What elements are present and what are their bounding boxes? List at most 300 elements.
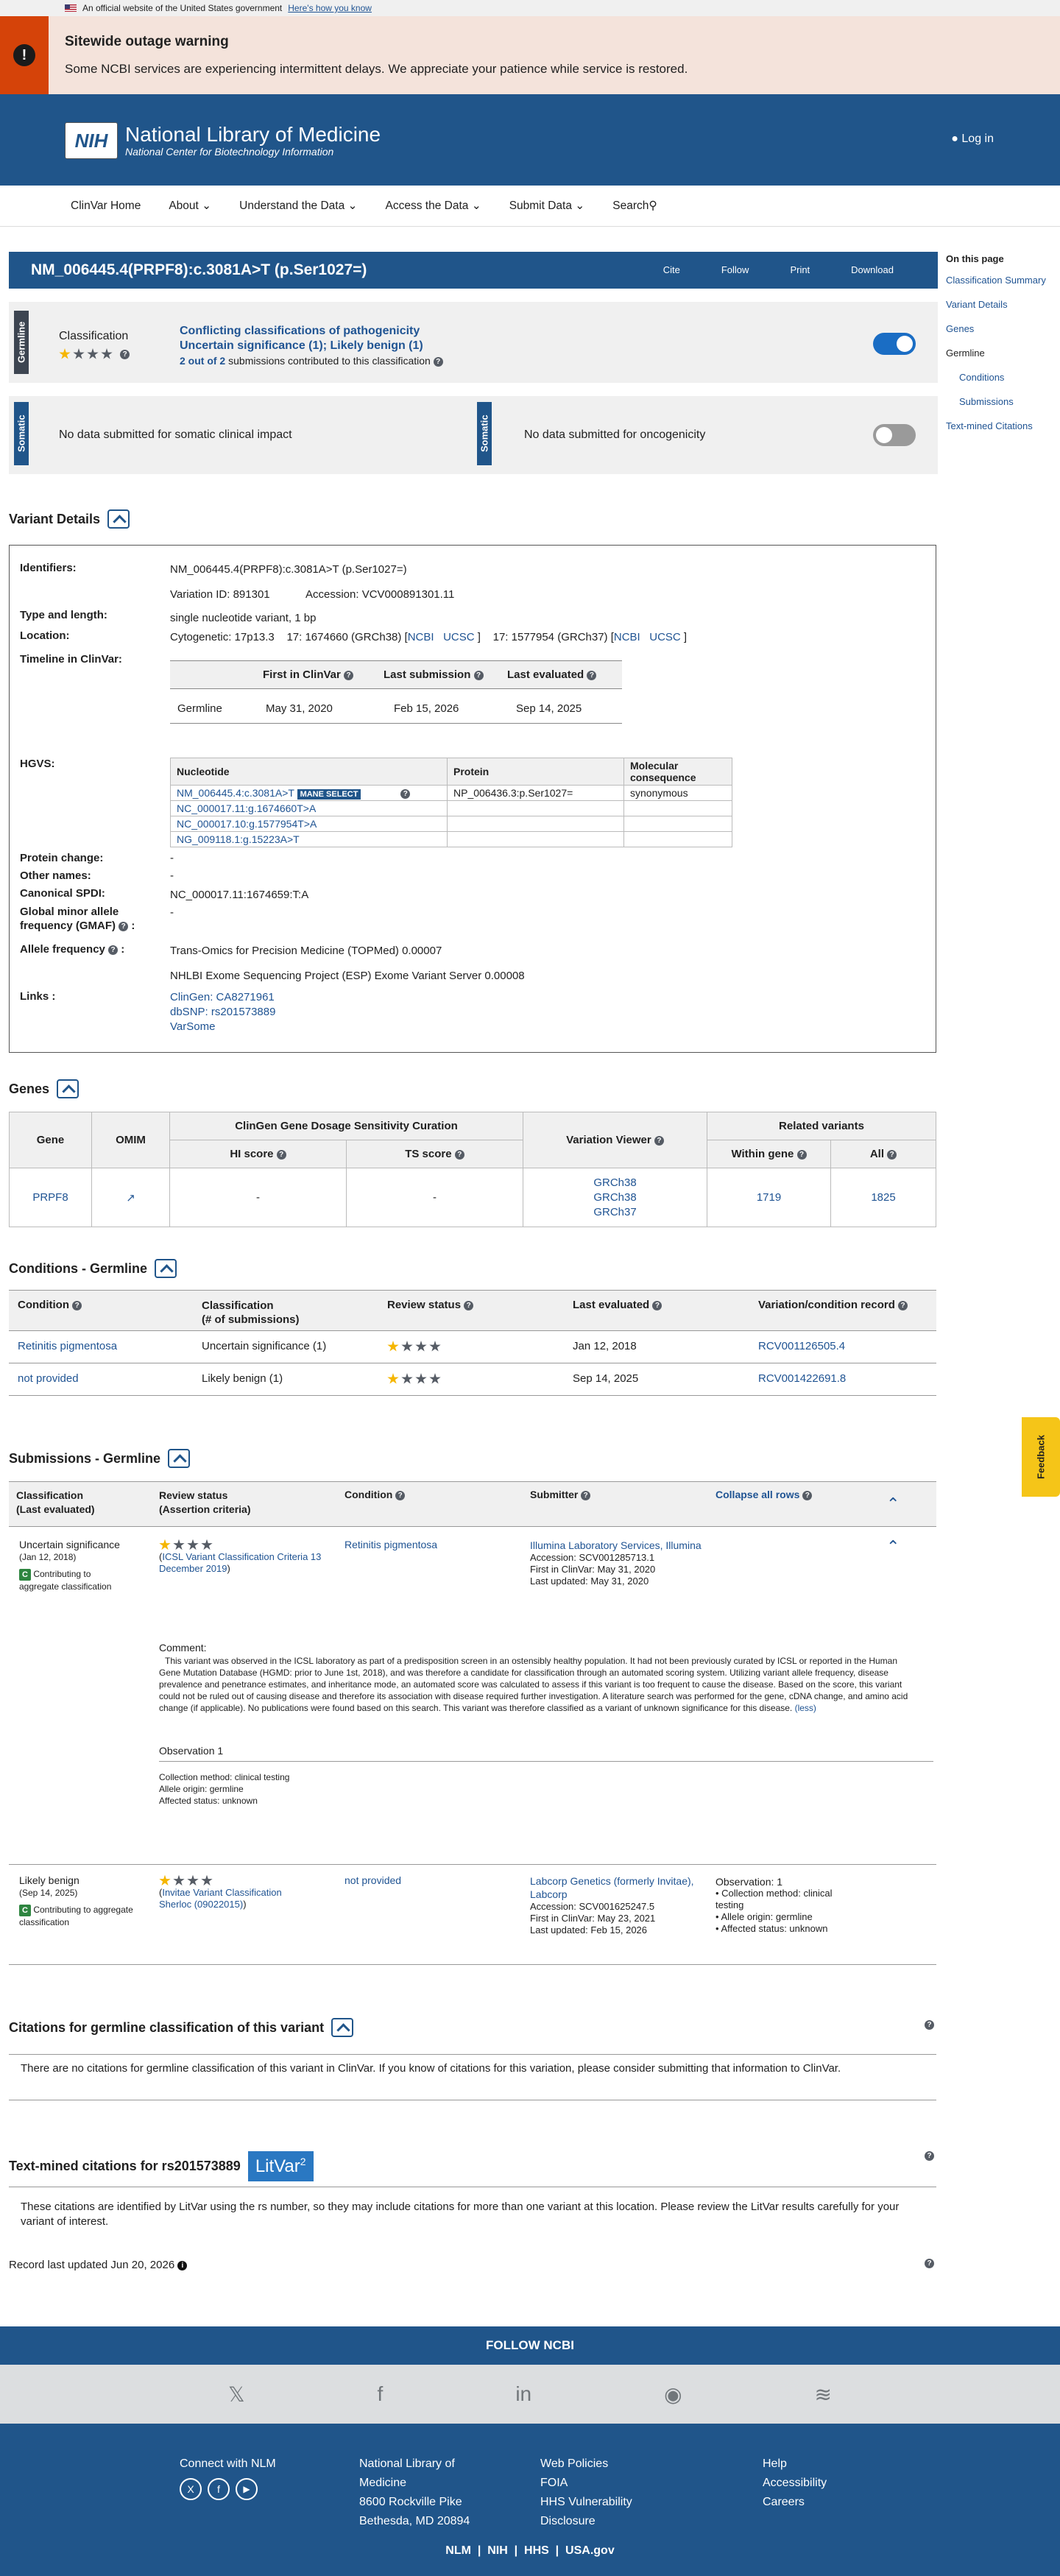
varsome-link[interactable]: VarSome: [170, 1020, 216, 1033]
feedback-button[interactable]: Feedback: [1022, 1417, 1060, 1497]
sub1-obs-title: Observation 1: [159, 1745, 224, 1757]
star-icon: [101, 348, 113, 360]
vv-grch37-link[interactable]: GRCh37: [593, 1205, 637, 1218]
nav-understand[interactable]: [239, 199, 357, 213]
help-icon[interactable]: ?: [277, 1150, 286, 1160]
help-icon[interactable]: ?: [587, 671, 596, 680]
collapse-icon[interactable]: [107, 509, 130, 529]
somatic-panel: [9, 396, 938, 474]
help-icon[interactable]: ?: [898, 1301, 908, 1310]
location-text: Cytogenetic: 17p13.3 17: 1674660 (GRCh38) [: [170, 631, 408, 643]
star-icon: [401, 1373, 413, 1385]
genes-h-all: [831, 1140, 936, 1168]
help-icon[interactable]: ?: [72, 1301, 82, 1310]
variant-details-title: Variant Details: [9, 511, 101, 526]
timeline-h1: [263, 668, 353, 681]
hgvs-consequence: synonymous: [624, 786, 732, 801]
chevron-up-icon[interactable]: ⌃: [886, 1537, 900, 1556]
within-gene-link[interactable]: 1719: [756, 1191, 782, 1204]
sub2-observation: [716, 1876, 863, 1935]
sub1-criteria-link[interactable]: ICSL Variant Classification Criteria 13 December 2019: [159, 1550, 322, 1574]
x-icon[interactable]: X: [180, 2478, 202, 2500]
connect-icons: [180, 2478, 276, 2500]
condition-classification: Likely benign (1): [202, 1372, 283, 1385]
nav-about[interactable]: [169, 199, 211, 213]
submissions-heading: [9, 1449, 190, 1468]
us-flag-icon: [65, 4, 77, 12]
nav-clinvar-home[interactable]: ClinVar Home: [71, 199, 141, 212]
af-label: Allele frequency ? :: [20, 943, 125, 956]
print-button[interactable]: Print: [790, 264, 810, 275]
divider: [159, 1761, 933, 1762]
help-icon[interactable]: ?: [802, 1491, 812, 1500]
other-names-label: Other names:: [20, 869, 91, 882]
ncbi-link-37[interactable]: NCBI: [613, 631, 640, 643]
sub1-review: (ICSL Variant Classification Criteria 13 December 2019): [159, 1539, 328, 1575]
review-stars: [387, 1341, 441, 1352]
sub2-obs-0: • Collection method: clinical testing: [716, 1888, 833, 1910]
help-icon[interactable]: ?: [581, 1491, 590, 1500]
less-link[interactable]: (less): [794, 1703, 816, 1713]
nav-submit[interactable]: [509, 199, 585, 213]
sub1-accession: Accession: SCV001285713.1: [530, 1552, 655, 1563]
facebook-icon[interactable]: f: [208, 2478, 230, 2500]
help-icon[interactable]: ?: [887, 1150, 897, 1160]
chevron-down-icon: ⌄: [202, 200, 212, 212]
cond-h-review-label: Review status: [387, 1299, 462, 1311]
toggle-knob: [876, 427, 892, 443]
star-icon: [87, 348, 99, 360]
sub1-contrib-text: Contributing to aggregate classification: [19, 1569, 112, 1592]
table-row: [171, 832, 732, 847]
toc-germline: Germline: [946, 347, 985, 359]
litvar-sup: 2: [300, 2156, 306, 2167]
outage-alert: [0, 16, 1060, 94]
star-icon: [415, 1341, 427, 1352]
divider: [9, 1864, 936, 1865]
genes-h-gene: Gene: [10, 1112, 92, 1168]
sub-h-review: Review status (Assertion criteria): [159, 1489, 251, 1515]
collapse-icon[interactable]: [155, 1259, 177, 1278]
footer-nlm-2: 8600 Rockville Pike: [359, 2496, 462, 2508]
sub2-first: First in ClinVar: May 23, 2021: [530, 1913, 656, 1924]
timeline-h3-label: Last evaluated: [507, 668, 584, 681]
on-this-page-title: On this page: [946, 253, 1004, 264]
hgvs-nuc-link[interactable]: NC_000017.10:g.1577954T>A: [177, 818, 317, 830]
accession: Accession: VCV000891301.11: [305, 588, 455, 601]
youtube-icon[interactable]: ▶: [236, 2478, 258, 2500]
ucsc-link[interactable]: UCSC: [443, 631, 475, 643]
variant-title: NM_006445.4(PRPF8):c.3081A>T (p.Ser1027=): [31, 261, 367, 278]
sub2-class-text: Likely benign: [19, 1874, 80, 1886]
sub2-obs-title: Observation: 1: [716, 1876, 783, 1888]
classification-label: Classification: [59, 330, 129, 342]
other-names-value: -: [170, 869, 174, 882]
sub2-accession: Accession: SCV001625247.5: [530, 1901, 655, 1912]
divider: [9, 2054, 936, 2055]
review-stars: [387, 1373, 441, 1385]
record-updated-text: Record last updated Jun 20, 2026: [9, 2259, 175, 2271]
star-icon: [401, 1341, 413, 1352]
type-value: single nucleotide variant, 1 bp: [170, 612, 317, 624]
sub2-class: [19, 1874, 144, 1929]
variant-details-heading: [9, 509, 130, 529]
hgvs-nuc-link[interactable]: NG_009118.1:g.15223A>T: [177, 833, 300, 845]
cite-button[interactable]: Cite: [662, 264, 680, 275]
genes-h-clingen: ClinGen Gene Dosage Sensitivity Curation: [170, 1112, 523, 1140]
table-row: [171, 786, 732, 801]
footer-connect: [180, 2455, 276, 2500]
germline-stars: [59, 347, 130, 360]
location-label: Location:: [20, 629, 70, 642]
help-icon[interactable]: ?: [120, 350, 130, 359]
genes-table: [9, 1112, 936, 1227]
nlm-footer: [0, 2424, 1060, 2576]
table-row: [9, 1363, 936, 1396]
table-row: [9, 1331, 936, 1363]
spdi-value: NC_000017.11:1674659:T:A: [170, 889, 309, 901]
alert-bar: [0, 16, 49, 94]
collapse-icon[interactable]: [331, 2018, 353, 2037]
help-icon[interactable]: ?: [464, 1301, 473, 1310]
info-icon[interactable]: i: [177, 2261, 187, 2270]
sub2-contrib-text: Contributing to aggregate classification: [19, 1905, 133, 1927]
footer-nlm-0[interactable]: National Library of: [359, 2457, 455, 2470]
sub1-condition-link[interactable]: Retinitis pigmentosa: [344, 1539, 438, 1550]
gmaf-label-text: Global minor allele frequency (GMAF): [20, 906, 119, 932]
type-label: Type and length:: [20, 609, 107, 621]
somatic-toggle[interactable]: [873, 424, 916, 446]
footer-policy-2[interactable]: HHS Vulnerability: [540, 2496, 632, 2508]
footer-policies: [540, 2455, 632, 2531]
submission-count-link[interactable]: 2 out of 2: [180, 355, 226, 367]
sub2-submitter: [530, 1874, 707, 1936]
help-icon[interactable]: ?: [455, 1150, 464, 1160]
genes-h-within: [707, 1140, 831, 1168]
location-value: Cytogenetic: 17p13.3 17: 1674660 (GRCh38) [NCBI UCSC ] 17: 1577954 (GRCh37) [NCBI UCSC ]: [170, 631, 688, 643]
germline-summary: [180, 324, 423, 353]
somatic-left-text: No data submitted for somatic clinical impact: [59, 428, 292, 441]
nav-understand-label: Understand the Data: [239, 200, 345, 212]
timeline-h1-label: First in ClinVar: [263, 668, 341, 681]
hgvs-table: [170, 758, 732, 847]
collapse-icon[interactable]: [168, 1449, 190, 1468]
chevron-down-icon: ⌄: [347, 200, 358, 212]
variant-actions: [663, 264, 894, 275]
germline-detail: Uncertain significance (1); Likely benign (1): [180, 339, 423, 352]
toc-genes[interactable]: Genes: [946, 323, 975, 334]
hgvs-h-protein: Protein: [448, 758, 624, 786]
sub1-submitter-link[interactable]: Illumina Laboratory Services, Illumina: [530, 1539, 702, 1551]
help-icon[interactable]: ?: [654, 1136, 664, 1146]
nlm-subtitle: National Center for Biotechnology Information: [125, 146, 334, 158]
footer-policy-0[interactable]: Web Policies: [540, 2457, 609, 2470]
nih-logo-box: NIH: [65, 122, 118, 159]
hgvs-nuc-link[interactable]: NM_006445.4:c.3081A>T: [177, 787, 294, 799]
star-icon: [173, 1875, 185, 1887]
sub2-review: (Invitae Variant Classification Sherloc (09022015)): [159, 1874, 306, 1910]
sub-h-submitter: [530, 1489, 590, 1500]
star-icon: [387, 1341, 399, 1352]
toc-conditions[interactable]: Conditions: [959, 372, 1005, 383]
textmined-heading: [9, 2151, 314, 2181]
gov-banner: [0, 0, 1060, 16]
sub2-obs-2: • Affected status: unknown: [716, 1923, 828, 1934]
sub2-updated: Last updated: Feb 15, 2026: [530, 1924, 648, 1935]
conditions-title: Conditions - Germline: [9, 1260, 148, 1276]
timeline-h2-label: Last submission: [384, 668, 471, 681]
timeline-table: [170, 660, 622, 724]
footer-help-1[interactable]: Accessibility: [763, 2477, 827, 2489]
sub1-updated: Last updated: May 31, 2020: [530, 1575, 649, 1587]
timeline-h2: [384, 668, 484, 681]
genes-title: Genes: [9, 1081, 50, 1096]
links-list: [170, 990, 275, 1034]
nlm-header: [0, 94, 1060, 186]
help-icon[interactable]: ?: [434, 357, 443, 367]
condition-evaluated: Jan 12, 2018: [573, 1340, 637, 1352]
help-icon[interactable]: ?: [925, 2259, 934, 2268]
star-icon: [159, 1875, 171, 1887]
gene-link[interactable]: PRPF8: [32, 1191, 68, 1204]
nav-submit-label: Submit Data: [509, 200, 572, 212]
review-stars: [159, 1875, 213, 1887]
timeline-label: Timeline in ClinVar:: [20, 653, 122, 666]
hgvs-nuc-link[interactable]: NC_000017.11:g.1674660T>A: [177, 802, 317, 814]
submissions-title: Submissions - Germline: [9, 1450, 161, 1466]
vv-grch38-link[interactable]: GRCh38: [593, 1176, 637, 1189]
toc-classification[interactable]: Classification Summary: [946, 275, 1046, 286]
variant-title-bar: [9, 252, 938, 289]
ts-score: -: [347, 1168, 523, 1227]
sub2-obs-0-text: Collection method: clinical testing: [716, 1888, 833, 1910]
download-button[interactable]: Download: [851, 264, 894, 275]
variation-id: Variation ID: 891301: [170, 588, 270, 601]
genes-heading: [9, 1079, 79, 1098]
hi-score: -: [170, 1168, 347, 1227]
collapse-all-rows[interactable]: [716, 1489, 812, 1500]
connect-label: Connect with NLM: [180, 2457, 276, 2470]
timeline-first: May 31, 2020: [266, 702, 333, 715]
footer-policy-1[interactable]: FOIA: [540, 2477, 568, 2489]
clingen-link[interactable]: ClinGen: CA8271961: [170, 991, 275, 1003]
sub-h-condition: [344, 1489, 405, 1500]
external-link-icon[interactable]: ↗: [126, 1191, 135, 1204]
dbsnp-link[interactable]: dbSNP: rs201573889: [170, 1006, 276, 1018]
follow-ncbi: FOLLOW NCBI: [0, 2326, 1060, 2365]
review-stars: [159, 1539, 213, 1551]
somatic-tab-left: Somatic: [14, 402, 29, 465]
textmined-title: Text-mined citations for rs201573889: [9, 2159, 241, 2173]
nlm-title: National Library of Medicine: [125, 123, 381, 146]
genes-h-ts-label: TS score: [405, 1148, 452, 1160]
condition-link[interactable]: Retinitis pigmentosa: [18, 1340, 118, 1352]
help-icon[interactable]: ?: [395, 1491, 405, 1500]
sub1-class-text: Uncertain significance: [19, 1539, 120, 1550]
help-icon[interactable]: ?: [925, 2020, 934, 2030]
genes-h-within-label: Within gene: [731, 1148, 794, 1160]
af-label-text: Allele frequency: [20, 943, 105, 956]
sub1-first: First in ClinVar: May 31, 2020: [530, 1564, 656, 1575]
login-button[interactable]: [951, 133, 994, 146]
somatic-tab-right: Somatic: [477, 402, 492, 465]
location-37: 17: 1577954 (GRCh37) [: [492, 631, 614, 643]
toc-submissions[interactable]: Submissions: [959, 396, 1014, 407]
hgvs-h-consequence: Molecular consequence: [624, 758, 732, 786]
footer-policy-3[interactable]: Disclosure: [540, 2515, 596, 2527]
rcv-link[interactable]: RCV001126505.4: [758, 1340, 846, 1352]
table-row: [171, 816, 732, 832]
star-icon: [429, 1341, 441, 1352]
genes-h-all-label: All: [869, 1148, 884, 1160]
nlm-logo[interactable]: [65, 122, 381, 159]
sub2-obs-2-text: Affected status: unknown: [721, 1923, 828, 1934]
citations-title: Citations for germline classification of this variant: [9, 2019, 325, 2035]
star-icon: [73, 348, 85, 360]
condition-classification: Uncertain significance (1): [202, 1340, 327, 1352]
protein-change-value: -: [170, 852, 174, 864]
x-icon[interactable]: 𝕏: [227, 2382, 245, 2406]
sub2-obs-1: • Allele origin: germline: [716, 1911, 813, 1922]
condition-link[interactable]: not provided: [18, 1372, 79, 1385]
sub1-comment-text: This variant was observed in the ICSL laboratory as part of a predisposition screen in an ostensibly healthy population. It had not been previously curated by ICSL or reported in the Human Gene Mutation Database (HGMD: prior to June 1st, 2018), and was therefore a candidate for classification through an automated scoring system. Utilizing variant allele frequency, disease prevalence and penetrance estimates, and inheritance mode, an automated score was calculated to assess if this variant is too frequent to cause the disease. Based on the score, this variant could not be ruled out of causing disease and therefore its association with disease required further investigation. A literature search was performed for the gene, cDNA change, and amino acid change (if applicable). No publications were found based on this search. This variant was therefore classified as a variant of unknown significance for this disease.: [159, 1656, 908, 1713]
cond-h-evaluated-label: Last evaluated: [573, 1299, 650, 1311]
linkedin-icon[interactable]: in: [515, 2382, 532, 2405]
sub2-criteria-link[interactable]: Invitae Variant Classification Sherloc (09022015): [159, 1886, 282, 1910]
citations-text: There are no citations for germline classification of this variant in ClinVar. If you know of citations for this variation, please consider submitting that information to ClinVar.: [21, 2062, 841, 2075]
user-icon: ●: [951, 133, 958, 145]
star-icon: [59, 348, 71, 360]
sub-h-condition-label: Condition: [344, 1489, 393, 1500]
cond-h-condition-label: Condition: [18, 1299, 69, 1311]
cond-h-condition: [18, 1299, 82, 1311]
follow-button[interactable]: Follow: [721, 264, 749, 275]
nav-search-label: Search: [612, 200, 649, 212]
hgvs-protein: NP_006436.3:p.Ser1027=: [448, 786, 624, 801]
litvar-label: LitVar: [255, 2156, 300, 2176]
social-bar: [0, 2365, 1060, 2424]
footer-nlm-1[interactable]: Medicine: [359, 2477, 407, 2489]
genes-h-ts: [347, 1140, 523, 1168]
submission-count-text: submissions contributed to this classification: [228, 355, 431, 367]
sub2-submitter-link[interactable]: Labcorp Genetics (formerly Invitae), Labcorp: [530, 1875, 694, 1900]
hgvs-h-nucleotide: Nucleotide: [171, 758, 448, 786]
github-icon[interactable]: ◉: [664, 2382, 682, 2406]
sub1-comment: [159, 1655, 917, 1714]
citations-heading: [9, 2018, 353, 2037]
help-icon[interactable]: ?: [474, 671, 484, 680]
timeline-h3: [507, 668, 596, 681]
sub2-date: (Sep 14, 2025): [19, 1888, 78, 1898]
star-icon: [429, 1373, 441, 1385]
genes-h-omim: OMIM: [92, 1112, 170, 1168]
gmaf-value: -: [170, 906, 174, 919]
identifiers-value: NM_006445.4(PRPF8):c.3081A>T (p.Ser1027=): [170, 563, 407, 576]
cond-h-review: [387, 1299, 473, 1311]
star-icon: [201, 1539, 213, 1551]
star-icon: [187, 1875, 199, 1887]
ucsc-link-37[interactable]: UCSC: [649, 631, 681, 643]
footer-help-2[interactable]: Careers: [763, 2496, 805, 2508]
rss-icon[interactable]: ≋: [814, 2382, 833, 2406]
sub1-comment-label: Comment:: [159, 1642, 207, 1654]
star-icon: [415, 1373, 427, 1385]
germline-toggle[interactable]: [873, 333, 916, 355]
cond-h-classification: Classification (# of submissions): [202, 1299, 300, 1326]
genes-h-vv-label: Variation Viewer: [566, 1134, 651, 1146]
af-topmed: Trans-Omics for Precision Medicine (TOPMed) 0.00007: [170, 945, 442, 957]
sub2-condition-link[interactable]: not provided: [344, 1874, 402, 1886]
genes-h-hi-label: HI score: [230, 1148, 274, 1160]
sub-h-class: Classification (Last evaluated): [16, 1489, 95, 1515]
gmaf-label: Global minor allele frequency (GMAF) ? :: [20, 906, 135, 932]
footer-help-0[interactable]: Help: [763, 2457, 787, 2470]
alert-body: Some NCBI services are experiencing intermittent delays. We appreciate your patience while service is restored.: [65, 62, 688, 76]
nav-search[interactable]: [612, 199, 657, 213]
timeline-row-type: Germline: [177, 702, 222, 715]
help-icon[interactable]: ?: [119, 922, 128, 931]
submission-count: [180, 355, 443, 367]
divider: [9, 1964, 936, 1965]
cond-h-evaluated: [573, 1299, 662, 1311]
chevron-up-icon[interactable]: ⌃: [886, 1495, 900, 1513]
all-variants-link[interactable]: 1825: [871, 1191, 896, 1204]
spdi-label: Canonical SPDI:: [20, 887, 105, 900]
condition-evaluated: Sep 14, 2025: [573, 1372, 639, 1385]
sub1-class: [19, 1539, 130, 1593]
on-this-page: [946, 253, 1046, 445]
sub1-submitter: [530, 1539, 707, 1587]
help-icon[interactable]: ?: [925, 2151, 934, 2161]
chevron-down-icon: ⌄: [575, 200, 585, 212]
help-icon[interactable]: ?: [108, 945, 118, 955]
contributing-icon: C: [19, 1569, 31, 1581]
conditions-heading: [9, 1259, 177, 1278]
footer-address: [359, 2455, 470, 2531]
toc-textmined[interactable]: Text-mined Citations: [946, 420, 1033, 431]
alert-title: Sitewide outage warning: [65, 34, 229, 49]
toggle-knob: [897, 336, 913, 352]
toc-variant-details[interactable]: Variant Details: [946, 299, 1008, 310]
conditions-table: [9, 1290, 936, 1396]
rcv-link[interactable]: RCV001422691.8: [758, 1372, 847, 1385]
footer-nlm-3: Bethesda, MD 20894: [359, 2515, 470, 2527]
germline-tab: Germline: [14, 311, 29, 374]
gov-link[interactable]: Here's how you know: [288, 3, 372, 13]
timeline-last-submission: Feb 15, 2026: [394, 702, 459, 715]
sub1-obs-list: [159, 1771, 289, 1807]
nav-access[interactable]: [386, 199, 481, 213]
litvar-badge[interactable]: [248, 2151, 314, 2181]
collapse-icon[interactable]: [57, 1079, 79, 1098]
genes-h-vv: [523, 1112, 707, 1168]
main-nav: [0, 186, 1060, 227]
table-row: [171, 801, 732, 816]
footer-bottom-links[interactable]: NLM | NIH | HHS | USA.gov: [445, 2544, 615, 2557]
help-icon[interactable]: ?: [797, 1150, 807, 1160]
genes-h-hi: [170, 1140, 347, 1168]
star-icon: [201, 1875, 213, 1887]
genes-h-related: Related variants: [707, 1112, 936, 1140]
ncbi-link[interactable]: NCBI: [407, 631, 434, 643]
facebook-icon[interactable]: f: [377, 2382, 384, 2405]
help-icon[interactable]: ?: [400, 789, 410, 799]
cond-h-record-label: Variation/condition record: [758, 1299, 895, 1311]
help-icon[interactable]: ?: [652, 1301, 662, 1310]
vv-grch38-link-2[interactable]: GRCh38: [593, 1190, 637, 1204]
contributing-icon: C: [19, 1905, 31, 1916]
help-icon[interactable]: ?: [344, 671, 353, 680]
